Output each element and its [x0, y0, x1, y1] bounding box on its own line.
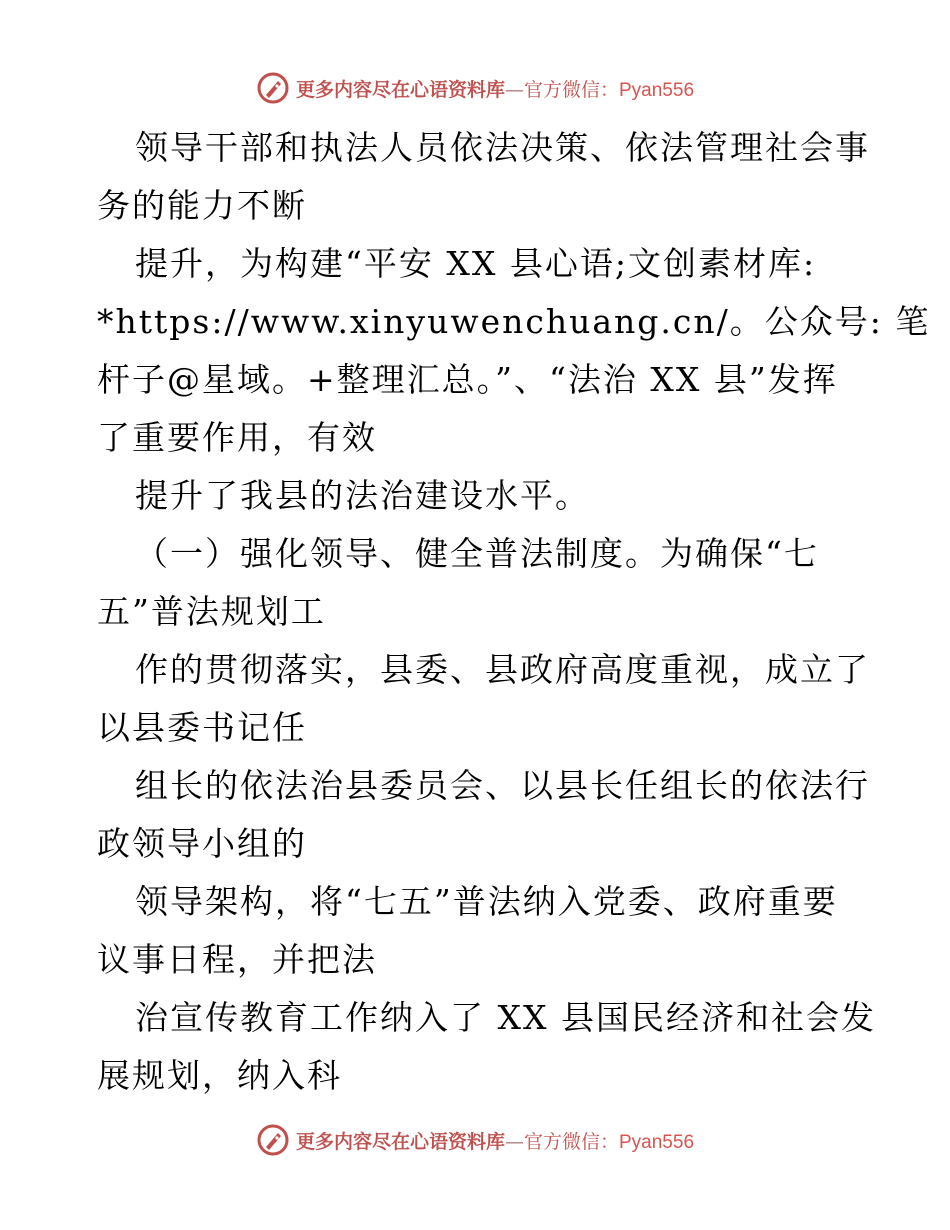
text-line: 提升了我县的法治建设水平。	[135, 476, 590, 515]
text-line: 展规划，纳入科	[97, 1056, 342, 1095]
text-line: 政领导小组的	[97, 824, 307, 863]
text-line: 五”普法规划工	[97, 592, 326, 631]
text-line: 治宣传教育工作纳入了 XX 县国民经济和社会发	[135, 998, 876, 1037]
text-line: 领导架构，将“七五”普法纳入党委、政府重要	[135, 882, 838, 921]
pen-nib-icon	[256, 1123, 290, 1157]
text-line: 作的贯彻落实，县委、县政府高度重视，成立了	[135, 650, 870, 689]
watermark-main-text: 更多内容尽在心语资料库	[295, 1130, 505, 1153]
watermark-separator: —	[504, 78, 524, 101]
pen-nib-icon	[256, 71, 290, 105]
document-body	[97, 119, 931, 1105]
watermark-sub-text: 官方微信：	[523, 78, 619, 101]
header-watermark	[0, 68, 950, 108]
text-line: （一）强化领导、健全普法制度。为确保“七	[135, 534, 819, 573]
text-line: *https://www.xinyuwenchuang.cn/。公众号: 笔	[97, 302, 931, 341]
text-line: 杆子@星域。+整理汇总。”、“法治 XX 县”发挥	[97, 360, 838, 399]
watermark-main-text: 更多内容尽在心语资料库	[295, 78, 505, 101]
text-line: 了重要作用，有效	[97, 418, 377, 457]
watermark-wechat-id: Pyan556	[619, 79, 695, 101]
text-line: 提升，为构建“平安 XX 县心语;文创素材库:	[135, 244, 817, 283]
text-line: 议事日程，并把法	[97, 940, 377, 979]
watermark-wechat-id: Pyan556	[619, 1131, 695, 1153]
text-line: 组长的依法治县委员会、以县长任组长的依法行	[135, 766, 870, 805]
footer-watermark	[0, 1120, 950, 1160]
text-line: 领导干部和执法人员依法决策、依法管理社会事	[135, 128, 870, 167]
watermark-separator: —	[504, 1130, 524, 1153]
watermark-sub-text: 官方微信：	[523, 1130, 619, 1153]
text-line: 以县委书记任	[97, 708, 307, 747]
text-line: 务的能力不断	[97, 186, 307, 225]
